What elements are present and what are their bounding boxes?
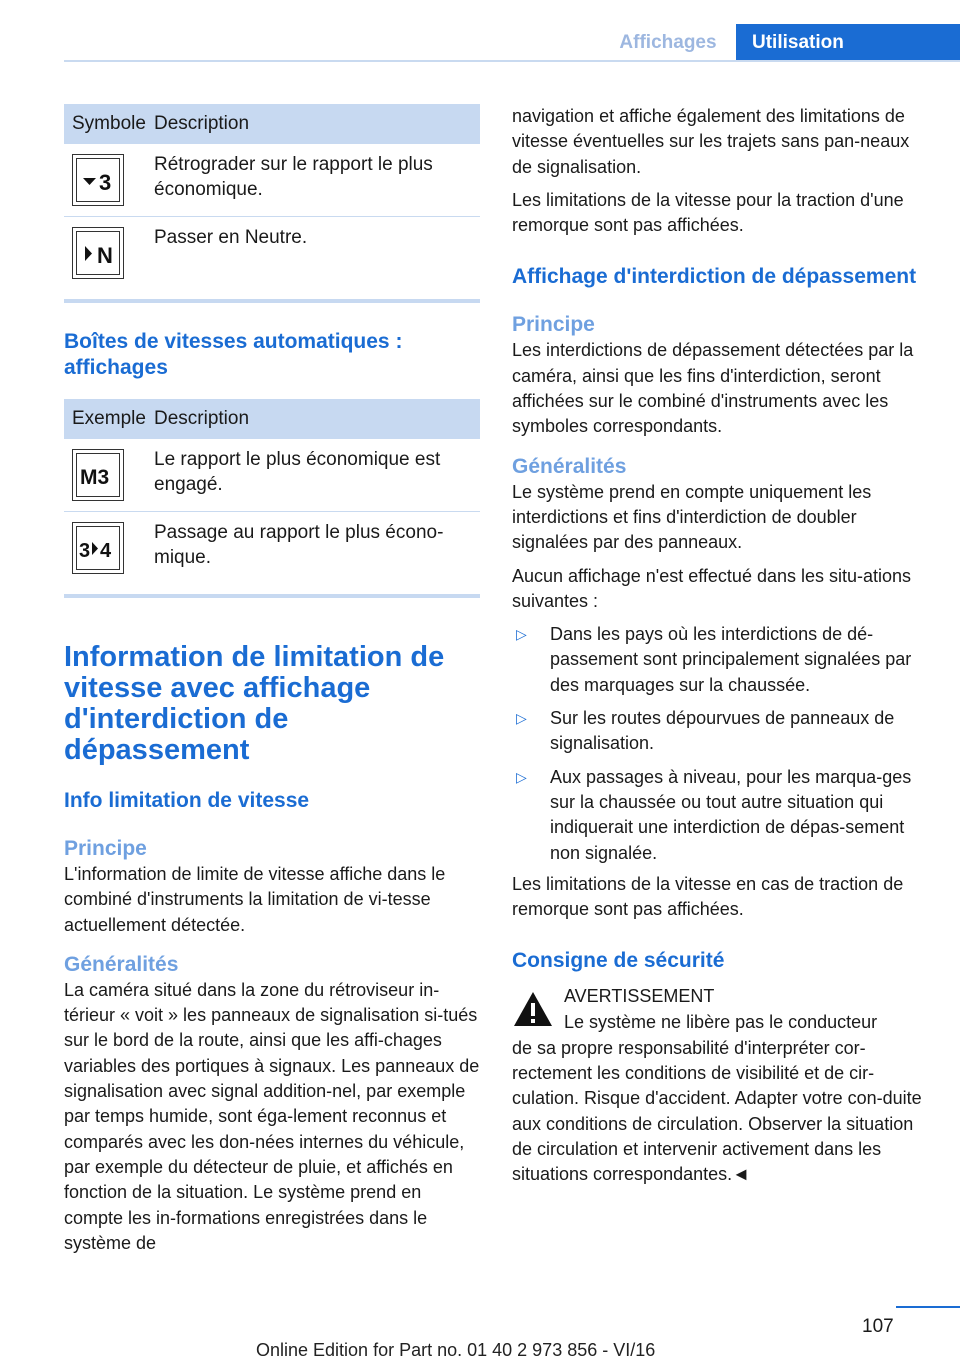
page-number: 107	[862, 1316, 894, 1337]
row-description: Rétrograder sur le rapport le plus économique.	[146, 144, 480, 217]
principe-text: Les interdictions de dépassement détectées par la caméra, ainsi que les fins d'interdiction, seront affichées sur le combiné d'instruments avec les symboles correspondants.	[512, 340, 914, 437]
generalites-text-continued: navigation et affiche également des limitations de vitesse éventuelles sur les trajets sans pan-neaux de signalisation.	[512, 106, 910, 177]
svg-text:4: 4	[100, 540, 112, 562]
table-row	[64, 144, 480, 217]
generalites-heading: Généralités	[512, 454, 627, 478]
trailer-speed-note: Les limitations de la vitesse pour la traction d'une remorque sont pas affichées.	[512, 189, 904, 236]
row-description: Passer en Neutre.	[154, 227, 308, 248]
main-section-title: Information de limitation de vitesse avec affichage d'interdiction de dépassement	[64, 641, 445, 766]
header-rule	[64, 60, 960, 62]
svg-text:3: 3	[79, 540, 91, 562]
footer-rule	[896, 1306, 960, 1308]
overtaking-heading: Affichage d'interdiction de dépassement	[512, 265, 917, 289]
generalites-text: La caméra situé dans la zone du rétroviseur in-térieur « voit » les panneaux de signalisation si-tués sur le bord de la route, ainsi que les affi-chages variables des portiques à signaux. Les panneaux de signalisation avec signal addition-nel, par exemple par temps humide, sont éga-lement reconnus et comparés avec les don-nées internes du véhicule, par exemple du détecteur de pluie, et affichés en fonction de la situation. Le système prend en compte les in-formations enregistrées dans le système de	[64, 979, 480, 1253]
edition-footer: Online Edition for Part no. 01 40 2 973 856 - VI/16	[256, 1340, 656, 1360]
list-item: ▷ Sur les routes dépourvues de panneaux de signalisation.	[512, 706, 928, 757]
warning-text-first-line: Le système ne libère pas le conducteur	[564, 1011, 878, 1032]
generalites-text: Le système prend en compte uniquement les interdictions et fins d'interdiction de doubler signalées par des panneaux.	[512, 481, 872, 553]
shift-neutral-icon	[72, 227, 124, 279]
speed-info-heading: Info limitation de vitesse	[64, 789, 310, 812]
generalites-heading: Généralités	[64, 952, 179, 976]
generalites-text: Aucun affichage n'est effectué dans les situ-ations suivantes :	[512, 565, 912, 611]
row-description: Passage au rapport le plus écono-mique.	[154, 522, 444, 568]
column-header-example: Exemple	[64, 399, 146, 439]
warning-label: AVERTISSEMENT	[564, 986, 715, 1007]
column-header-description: Description	[146, 104, 480, 144]
left-column	[64, 104, 480, 1256]
principe-text: L'information de limite de vitesse affiche dans le combiné d'instruments la limitation de vi-tesse actuellement détectée.	[64, 864, 446, 935]
safety-heading: Consigne de sécurité	[512, 949, 725, 973]
automatic-gearbox-table	[64, 399, 480, 584]
downshift-3-icon	[72, 154, 124, 206]
header-chapter-tab: Utilisation	[736, 24, 960, 62]
list-item: ▷ Aux passages à niveau, pour les marqua-ges sur la chaussée ou tout autre situation qui indiquerait une interdiction de dépas-sement non signalée.	[512, 765, 928, 866]
m3-icon	[72, 449, 124, 501]
column-header-description: Description	[146, 399, 480, 439]
bullet-triangle-icon: ▷	[516, 626, 527, 643]
bullet-triangle-icon: ▷	[516, 710, 527, 727]
warning-triangle-icon	[512, 984, 564, 1035]
table-row	[64, 217, 480, 290]
manual-gearbox-symbol-table	[64, 104, 480, 289]
principe-heading: Principe	[64, 837, 147, 860]
svg-text:3: 3	[99, 170, 112, 195]
warning-text: de sa propre responsabilité d'interpréter cor-rectement les conditions de visibilité et de cir-culation. Risque d'accident. Adapter votre con-duite aux conditions de circulation. Observer la situation de circulation et intervenir activement dans les situations correspondantes.◄	[512, 1037, 922, 1185]
shift-3-to-4-icon	[72, 522, 124, 574]
table-row	[64, 512, 480, 585]
header-section-tab: Affichages	[619, 32, 717, 53]
bullet-triangle-icon: ▷	[516, 768, 527, 785]
warning-block	[512, 984, 928, 1035]
svg-text:M3: M3	[80, 466, 110, 489]
column-header-symbol: Symbole	[64, 104, 146, 144]
svg-text:N: N	[97, 243, 113, 268]
automatic-gearbox-heading: Boîtes de vitesses automatiques : affichages	[64, 330, 403, 379]
row-description: Le rapport le plus économique est engagé.	[146, 439, 480, 512]
table-row	[64, 439, 480, 512]
list-item: ▷ Dans les pays où les interdictions de dé-passement sont principalement signalées par des marquages sur la chaussée.	[512, 622, 928, 698]
trailer-overtaking-note: Les limitations de la vitesse en cas de traction de remorque sont pas affichées.	[512, 873, 904, 920]
right-column	[512, 104, 928, 1188]
principe-heading: Principe	[512, 313, 595, 337]
